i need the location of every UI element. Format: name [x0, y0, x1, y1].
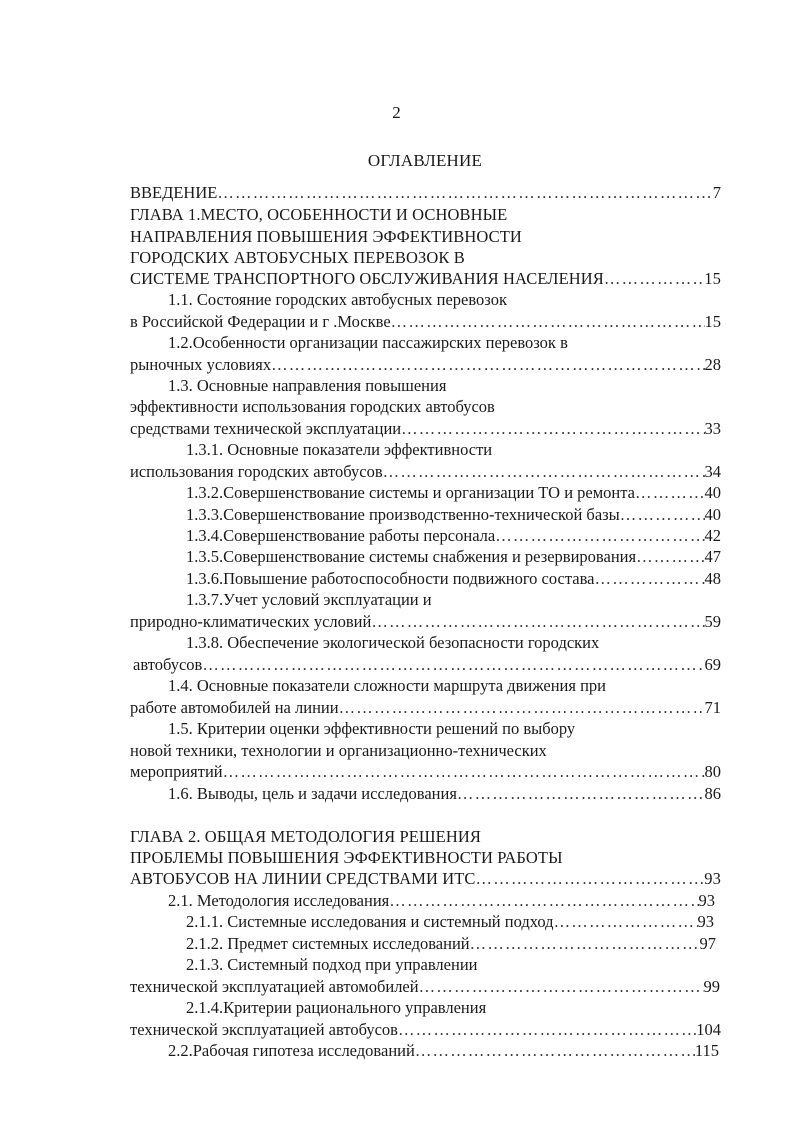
- toc-entry-text: 1.3.3.Совершенствование производственно-технической базы: [186, 505, 620, 524]
- section-2-1-4-line-1: 2.1.4.Критерии рационального управления: [186, 998, 487, 1017]
- toc-entry-text: средствами технической эксплуатации: [130, 419, 402, 438]
- toc-entry-1-3-4[interactable]: [186, 525, 721, 546]
- toc-leader-dots: [383, 461, 705, 482]
- toc-entry-1-3-3[interactable]: [186, 504, 721, 525]
- toc-entry-1-5[interactable]: [130, 761, 721, 782]
- toc-leader-dots: [419, 976, 704, 997]
- toc-entry-page: 104: [696, 1020, 721, 1039]
- toc-leader-dots: [595, 568, 705, 589]
- toc-entry-page: 93: [697, 912, 714, 931]
- toc-entry-text: рыночных условиях: [130, 355, 272, 374]
- section-1-3-8-line-1: 1.3.8. Обеспечение экологической безопасности городских: [186, 633, 600, 652]
- toc-title: ОГЛАВЛЕНИЕ: [367, 151, 483, 170]
- toc-entry-text: технической эксплуатацией автобусов: [130, 1020, 398, 1039]
- toc-entry-1-3-7[interactable]: [130, 611, 721, 632]
- toc-entry-text: автобусов: [133, 655, 203, 674]
- toc-entry-text: мероприятий: [130, 762, 223, 781]
- toc-leader-dots: [635, 482, 705, 503]
- toc-entry-page: 115: [694, 1041, 719, 1060]
- toc-entry-page: 93: [704, 869, 721, 888]
- toc-entry-1-6[interactable]: [168, 783, 721, 804]
- toc-leader-dots: [202, 654, 704, 675]
- toc-leader-dots: [217, 182, 712, 203]
- toc-entry-1-3-2[interactable]: [186, 482, 721, 503]
- toc-entry-text: АВТОБУСОВ НА ЛИНИИ СРЕДСТВАМИ ИТС: [130, 869, 476, 888]
- toc-entry-text: 2.2.Рабочая гипотеза исследований: [168, 1041, 415, 1060]
- toc-entry-page: 80: [704, 762, 721, 781]
- toc-leader-dots: [389, 890, 698, 911]
- toc-entry-text: 1.3.6.Повышение работоспособности подвижного состава: [186, 569, 595, 588]
- toc-leader-dots: [271, 354, 704, 375]
- toc-leader-dots: [401, 418, 704, 439]
- toc-entry-page: 69: [704, 655, 721, 674]
- toc-entry-page: 93: [698, 891, 715, 910]
- toc-entry-chapter-2[interactable]: [130, 868, 721, 889]
- section-2-1-3-line-1: 2.1.3. Системный подход при управлении: [186, 955, 478, 974]
- toc-leader-dots: [398, 1019, 696, 1040]
- toc-leader-dots: [476, 868, 705, 889]
- toc-entry-page: 28: [704, 355, 721, 374]
- toc-entry-page: 97: [699, 934, 716, 953]
- page-number: 2: [392, 103, 401, 122]
- toc-entry-text: 1.6. Выводы, цель и задачи исследования: [168, 784, 457, 803]
- chapter-1-title-line-1: ГЛАВА 1.МЕСТО, ОСОБЕННОСТИ И ОСНОВНЫЕ: [130, 205, 508, 224]
- toc-entry-text: использования городских автобусов: [130, 462, 383, 481]
- toc-entry-page: 99: [703, 977, 720, 996]
- toc-entry-2-1-2[interactable]: [186, 933, 716, 954]
- toc-leader-dots: [391, 311, 705, 332]
- toc-entry-1-1[interactable]: [130, 311, 721, 332]
- toc-entry-page: 15: [704, 312, 721, 331]
- toc-leader-dots: [415, 1040, 695, 1061]
- chapter-2-title-line-2: ПРОБЛЕМЫ ПОВЫШЕНИЯ ЭФФЕКТИВНОСТИ РАБОТЫ: [130, 848, 563, 867]
- toc-entry-1-3-6[interactable]: [186, 568, 721, 589]
- toc-entry-text: работе автомобилей на линии: [130, 698, 339, 717]
- toc-leader-dots: [223, 761, 705, 782]
- toc-entry-text: природно-климатических условий: [130, 612, 372, 631]
- toc-leader-dots: [636, 546, 704, 567]
- toc-entry-2-2[interactable]: [168, 1040, 719, 1061]
- section-1-4-line-1: 1.4. Основные показатели сложности маршрута движения при: [168, 676, 606, 695]
- toc-entry-page: 59: [704, 612, 721, 631]
- toc-entry-text: ВВЕДЕНИЕ: [130, 183, 218, 202]
- chapter-1-title-line-3: ГОРОДСКИХ АВТОБУСНЫХ ПЕРЕВОЗОК В: [130, 248, 465, 267]
- toc-entry-page: 7: [712, 183, 721, 202]
- toc-entry-text: 1.3.4.Совершенствование работы персонала: [186, 526, 496, 545]
- toc-entry-text: 1.3.5.Совершенствование системы снабжения и резервирования: [186, 547, 637, 566]
- section-1-2-line-1: 1.2.Особенности организации пассажирских перевозок в: [168, 333, 568, 352]
- toc-entry-1-3-8[interactable]: [133, 654, 721, 675]
- toc-entry-1-3[interactable]: [130, 418, 721, 439]
- section-1-3-1-line-1: 1.3.1. Основные показатели эффективности: [186, 440, 493, 459]
- toc-entry-page: 42: [704, 526, 721, 545]
- section-1-3-line-1: 1.3. Основные направления повышения: [168, 376, 447, 395]
- toc-entry-text: 1.3.2.Совершенствование системы и организации ТО и ремонта: [186, 483, 635, 502]
- toc-leader-dots: [604, 268, 704, 289]
- toc-entry-page: 40: [704, 505, 721, 524]
- toc-entry-page: 86: [704, 784, 721, 803]
- toc-entry-2-1-3[interactable]: [130, 976, 720, 997]
- toc-entry-page: 40: [704, 483, 721, 502]
- toc-entry-chapter-1[interactable]: [130, 268, 721, 289]
- toc-entry-2-1-4[interactable]: [130, 1019, 721, 1040]
- section-1-1-line-1: 1.1. Состояние городских автобусных перевозок: [168, 290, 507, 309]
- toc-leader-dots: [371, 611, 704, 632]
- toc-leader-dots: [339, 697, 705, 718]
- toc-entry-intro[interactable]: [130, 182, 721, 203]
- toc-entry-text: 2.1.2. Предмет системных исследований: [186, 934, 470, 953]
- toc-entry-text: 2.1. Методология исследования: [168, 891, 390, 910]
- section-1-5-line-1: 1.5. Критерии оценки эффективности решений по выбору: [168, 719, 576, 738]
- toc-entry-1-3-1[interactable]: [130, 461, 721, 482]
- section-1-3-7-line-1: 1.3.7.Учет условий эксплуатации и: [186, 590, 432, 609]
- toc-entry-1-4[interactable]: [130, 697, 721, 718]
- toc-entry-text: в Российской Федерации и г .Москве: [130, 312, 391, 331]
- toc-entry-2-1[interactable]: [168, 890, 715, 911]
- toc-leader-dots: [457, 783, 705, 804]
- toc-entry-text: 2.1.1. Системные исследования и системный подход: [186, 912, 554, 931]
- toc-leader-dots: [495, 525, 704, 546]
- section-1-3-line-2: эффективности использования городских автобусов: [130, 397, 495, 416]
- toc-entry-page: 33: [704, 419, 721, 438]
- toc-leader-dots: [620, 504, 705, 525]
- section-1-5-line-2: новой техники, технологии и организационно-технических: [130, 741, 547, 760]
- toc-entry-text: технической эксплуатацией автомобилей: [130, 977, 419, 996]
- toc-entry-page: 47: [704, 547, 721, 566]
- toc-leader-dots: [470, 933, 700, 954]
- toc-entry-1-3-5[interactable]: [186, 546, 721, 567]
- toc-leader-dots: [554, 911, 698, 932]
- toc-entry-text: СИСТЕМЕ ТРАНСПОРТНОГО ОБСЛУЖИВАНИЯ НАСЕЛЕНИЯ: [130, 269, 604, 288]
- chapter-2-title-line-1: ГЛАВА 2. ОБЩАЯ МЕТОДОЛОГИЯ РЕШЕНИЯ: [130, 827, 481, 846]
- toc-entry-2-1-1[interactable]: [186, 911, 714, 932]
- toc-entry-page: 48: [704, 569, 721, 588]
- toc-entry-page: 15: [704, 269, 721, 288]
- toc-entry-page: 34: [704, 462, 721, 481]
- toc-entry-page: 71: [704, 698, 721, 717]
- chapter-1-title-line-2: НАПРАВЛЕНИЯ ПОВЫШЕНИЯ ЭФФЕКТИВНОСТИ: [130, 227, 522, 246]
- toc-entry-1-2[interactable]: [130, 354, 721, 375]
